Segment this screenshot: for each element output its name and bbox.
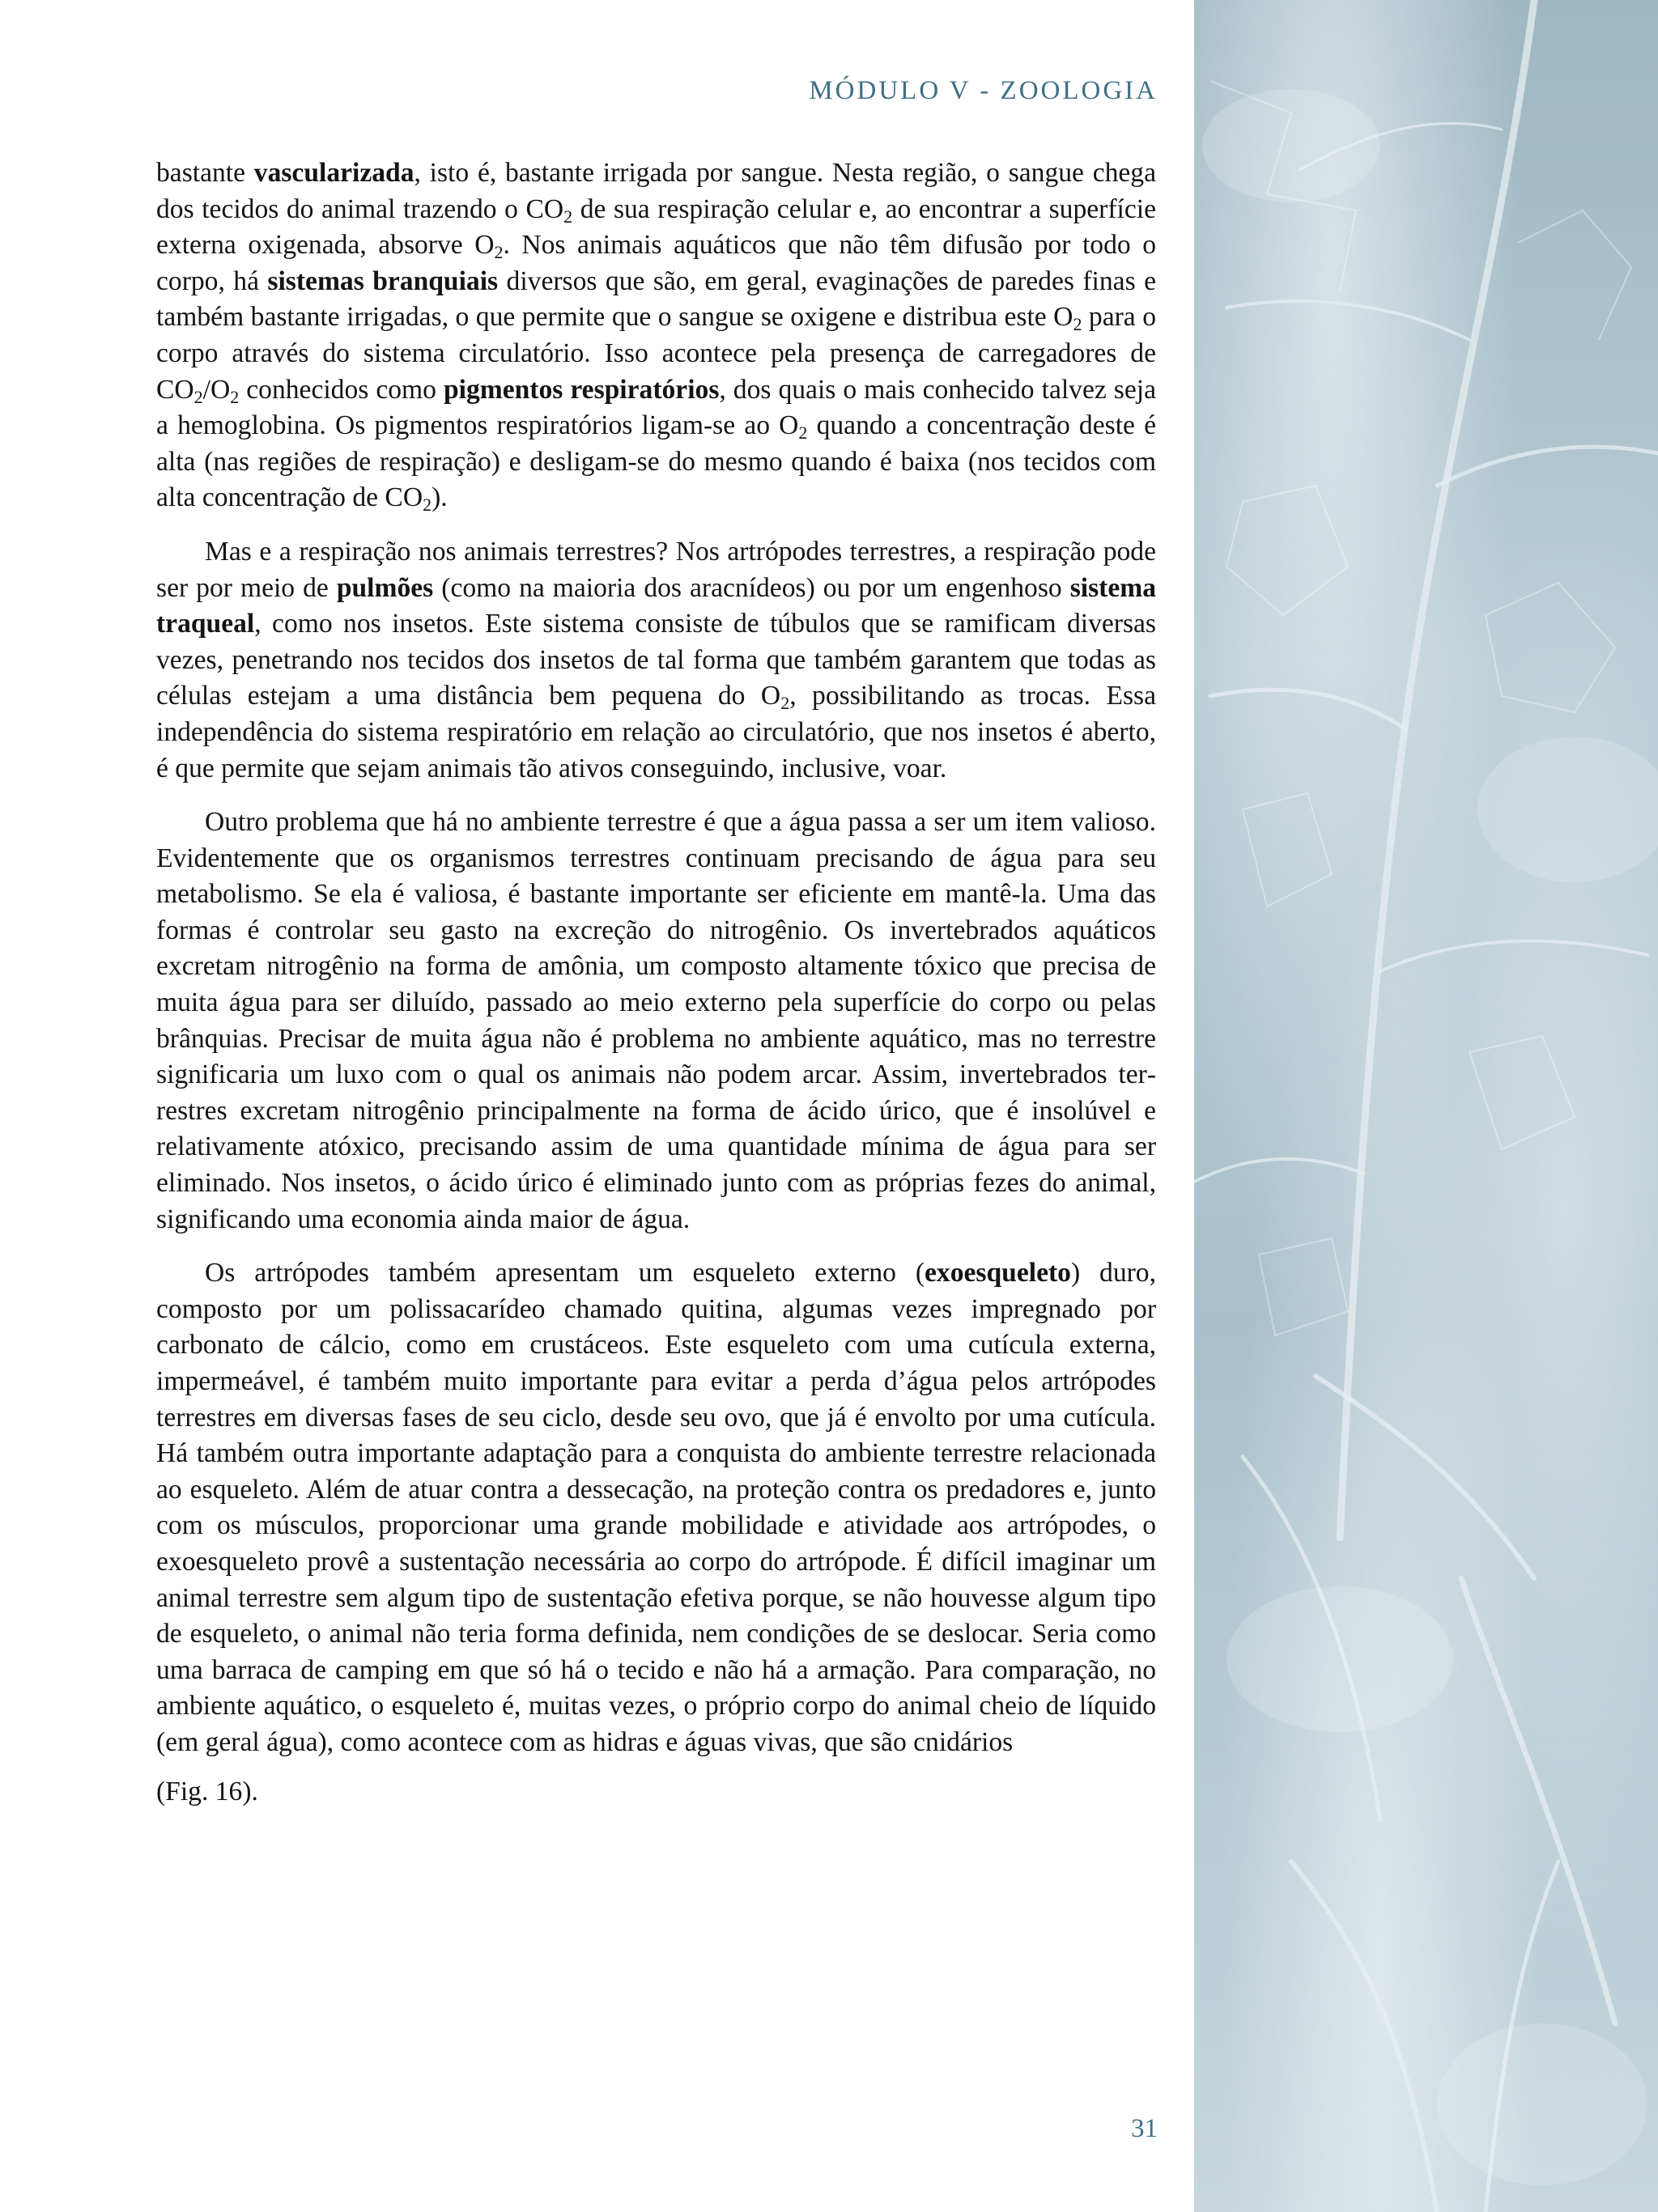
- paragraph: Os artrópodes também apresentam um esqueleto externo (exoesqueleto) duro, composto por um polissacarídeo chamado quitina, algumas vezes impregnado por carbonato de cálcio, como em crustáceos. Este esqueleto com uma cutícula externa, impermeável, é também muito importante para evitar a perda d’água pelos artrópodes terrestres em diversas fases de seu ciclo, desde seu ovo, que já é envolto por uma cutícula. Há também outra importante adaptação para a conquista do ambiente terrestre relacionada ao esqueleto. Além de atuar contra a dessecação, na proteção contra os predadores e, junto com os músculos, proporcionar uma grande mobilidade e atividade aos artrópodes, o exoesqueleto provê a sustentação necessária ao corpo do artrópode. É difícil imaginar um animal terrestre sem algum tipo de sustentação efetiva porque, se não houvesse algum tipo de esqueleto, o animal não teria forma definida, nem condições de se deslocar. Seria como uma barraca de camping em que só há o tecido e não há a armação. Para comparação, no ambiente aquático, o esqueleto é, muitas vezes, o próprio corpo do animal cheio de líquido (em geral água), como acontece com as hidras e águas vivas, que são cnidários (Fig. 16).: [156, 1255, 1156, 1810]
- subscript: 2: [423, 495, 432, 516]
- bold-term: pulmões: [336, 572, 434, 603]
- bold-term: vascularizada: [253, 158, 414, 188]
- subscript: 2: [193, 386, 203, 407]
- running-header: MÓDULO V - ZOOLOGIA: [809, 76, 1158, 105]
- subscript: 2: [780, 693, 790, 714]
- subscript: 2: [1073, 314, 1082, 335]
- page-number: 31: [1131, 2114, 1158, 2143]
- decorative-leaf-image: [1194, 0, 1658, 2212]
- bold-term: exoesqueleto: [925, 1258, 1071, 1289]
- subscript: 2: [563, 206, 573, 227]
- paragraph: bastante vascularizada, isto é, bastante irrigada por sangue. Nesta região, o sangue chega dos tecidos do animal trazendo o $CO_2$ de sua respiração celular e, ao encontrar a superfície externa oxigenada, absorve $O_2$. Nos animais aquáticos que não têm difusão por todo o corpo, há sistemas branquiais diversos que são, em geral, evaginações de paredes finas e também bastante irrigadas, o que permite que o sangue se oxigene e distribua este $O_2$ para o corpo através do sistema circulatório. Isso acontece pela presença de carregadores de $CO_2/O_2$ conhecidos como pigmentos respiratórios, dos quais o mais conhecido talvez seja a hemoglobina. Os pigmentos respiratórios ligam-se ao $O_2$ quando a concentração deste é alta (nas regiões de respiração) e desligam-se do mesmo quando é baixa (nos tecidos com alta concentração de $CO_2$).: [156, 158, 1156, 516]
- bold-term: sistemas branquiais: [267, 265, 499, 296]
- bold-term: pigmentos respiratórios: [443, 374, 720, 405]
- leaf-vein-pattern: [1194, 0, 1658, 2212]
- subscript: 2: [230, 386, 240, 407]
- body-text: [156, 155, 1156, 1828]
- subscript: 2: [798, 422, 808, 444]
- subscript: 2: [494, 242, 504, 263]
- paragraph: Outro problema que há no ambiente terrestre é que a água passa a ser um item valioso. Evidentemente que os organismos terrestres continuam precisando de água para seu metabolismo. Se ela é valiosa, é bastante importante ser eficiente em mantê-la. Uma das formas é controlar seu gasto na excreção do nitrogênio. Os invertebrados aquáticos excretam nitrogênio na forma de amônia, um composto altamente tóxico que precisa de muita água para ser diluído, passado ao meio externo pela superfície do corpo ou pelas brânquias. Precisar de muita água não é problema no ambiente aquático, mas no terrestre significaria um luxo com o qual os animais não podem arcar. Assim, invertebrados terrestres excretam nitrogênio principalmente na forma de ácido úrico, que é insolúvel e relativamente atóxico, precisando assim de uma quantidade mínima de água para ser eliminado. Nos insetos, o ácido úrico é eliminado junto com as próprias fezes do animal, significando uma economia ainda maior de água.: [156, 807, 1156, 1234]
- figure-reference: (Fig. 16).: [156, 1776, 258, 1807]
- bold-term: sistema traqueal: [156, 572, 1157, 639]
- paragraph: Mas e a respiração nos animais terrestres? Nos artrópodes terrestres, a respiração pode ser por meio de pulmões (como na maioria dos aracnídeos) ou por um engenhoso sistema traqueal, como nos insetos. Este sistema consiste de túbulos que se ramificam diversas vezes, penetrando nos tecidos dos insetos de tal forma que também garantem que todas as células estejam a uma distância bem pequena do $O_2$, possibilitando as trocas. Essa independência do sistema respiratório em relação ao circulatório, que nos insetos é aberto, é que permite que sejam animais tão ativos conseguindo, inclusive, voar.: [156, 536, 1157, 783]
